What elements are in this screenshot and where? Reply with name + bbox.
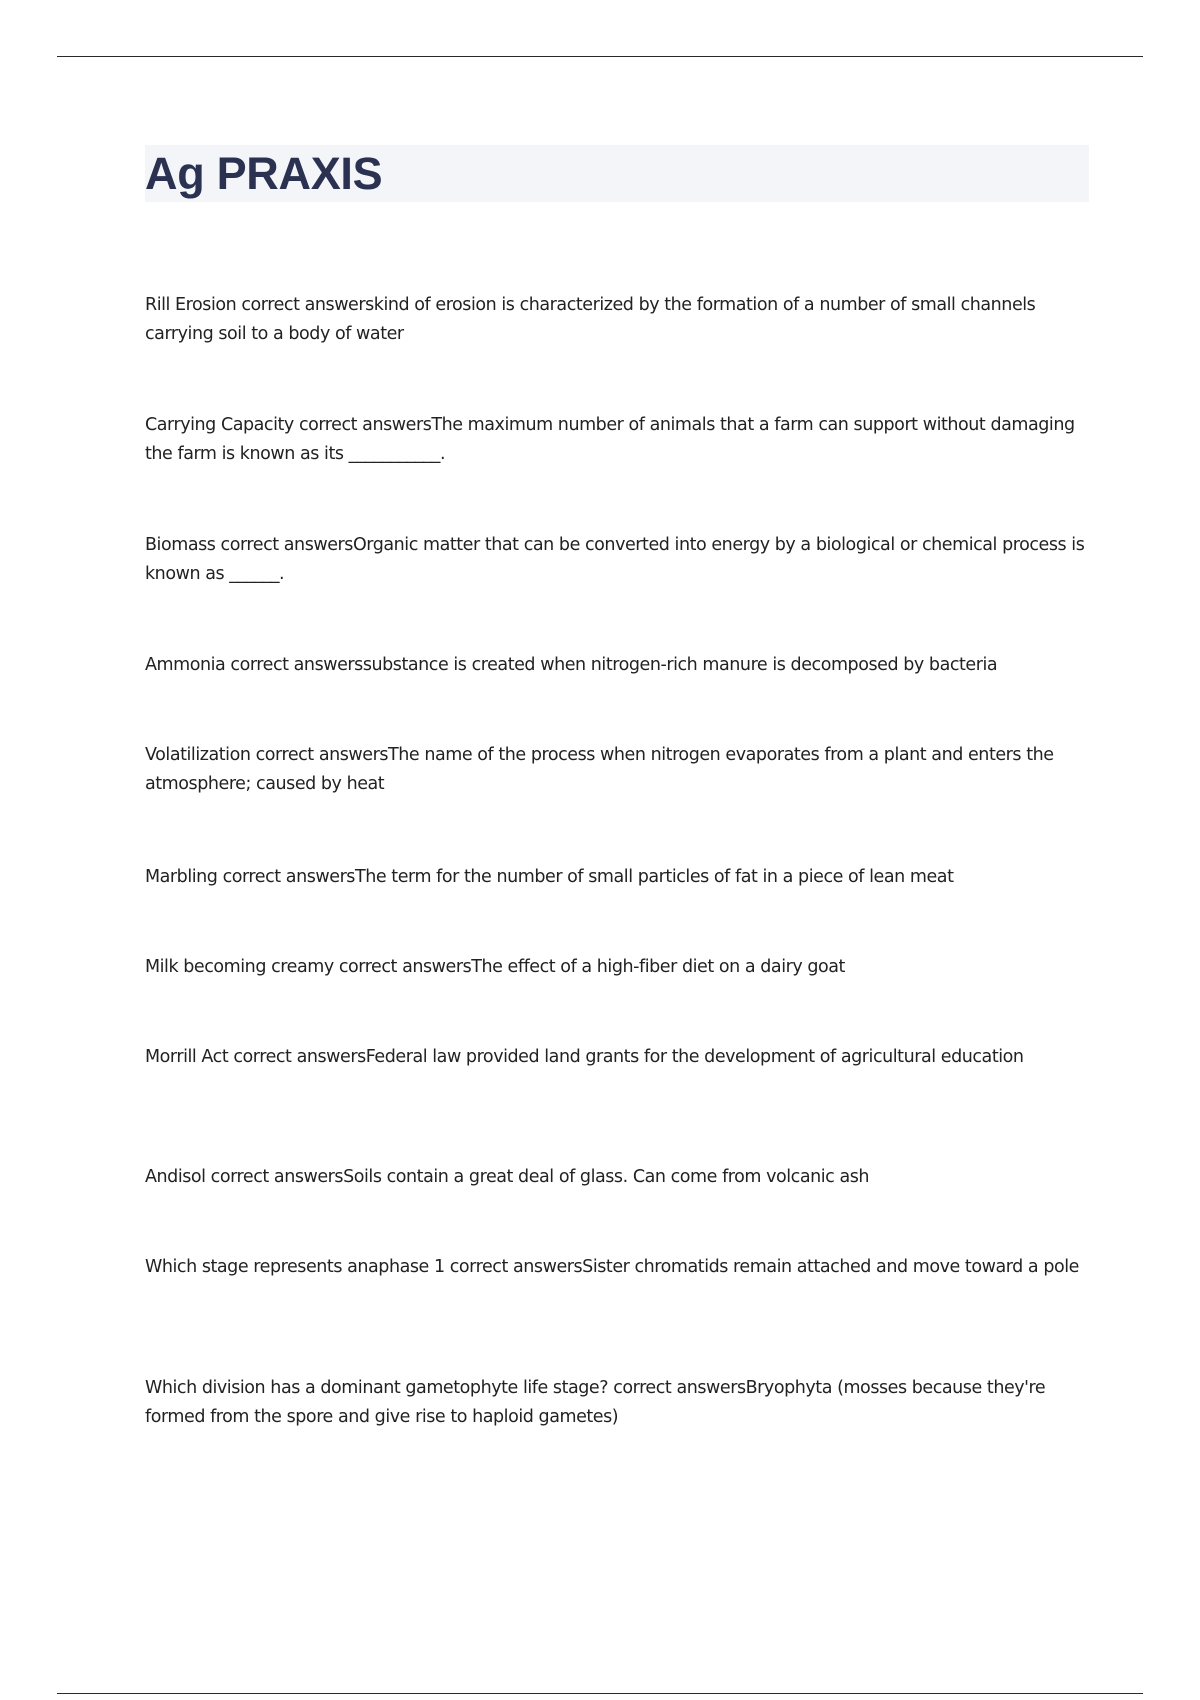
flashcard-entry-1: Rill Erosion correct answerskind of erosion is characterized by the formation of a number of small channels carrying soil to a body of water	[145, 295, 1036, 344]
flashcard-entry-9: Andisol correct answersSoils contain a great deal of glass. Can come from volcanic ash	[145, 1167, 870, 1187]
header-rule	[57, 56, 1143, 57]
flashcard-entry-7: Milk becoming creamy correct answersThe effect of a high-fiber diet on a dairy goat	[145, 957, 845, 977]
flashcard-entry-6: Marbling correct answersThe term for the number of small particles of fat in a piece of lean meat	[145, 867, 954, 887]
flashcard-entry-3: Biomass correct answersOrganic matter that can be converted into energy by a biological or chemical process is known as ______.	[145, 535, 1085, 584]
flashcard-entry-8: Morrill Act correct answersFederal law provided land grants for the development of agricultural education	[145, 1047, 1024, 1067]
page-title: Ag PRAXIS	[145, 148, 383, 199]
flashcard-entry-4: Ammonia correct answerssubstance is created when nitrogen-rich manure is decomposed by bacteria	[145, 655, 998, 675]
flashcard-entry-2: Carrying Capacity correct answersThe maximum number of animals that a farm can support without damaging the farm is known as its ___________.	[145, 415, 1075, 464]
flashcard-entry-10: Which stage represents anaphase 1 correct answersSister chromatids remain attached and move toward a pole	[145, 1257, 1079, 1277]
flashcard-entry-5: Volatilization correct answersThe name of the process when nitrogen evaporates from a plant and enters the atmosphere; caused by heat	[145, 745, 1054, 794]
flashcard-entry-11: Which division has a dominant gametophyte life stage? correct answersBryophyta (mosses because they're formed from the spore and give rise to haploid gametes)	[145, 1378, 1046, 1427]
footer-rule	[57, 1693, 1143, 1694]
